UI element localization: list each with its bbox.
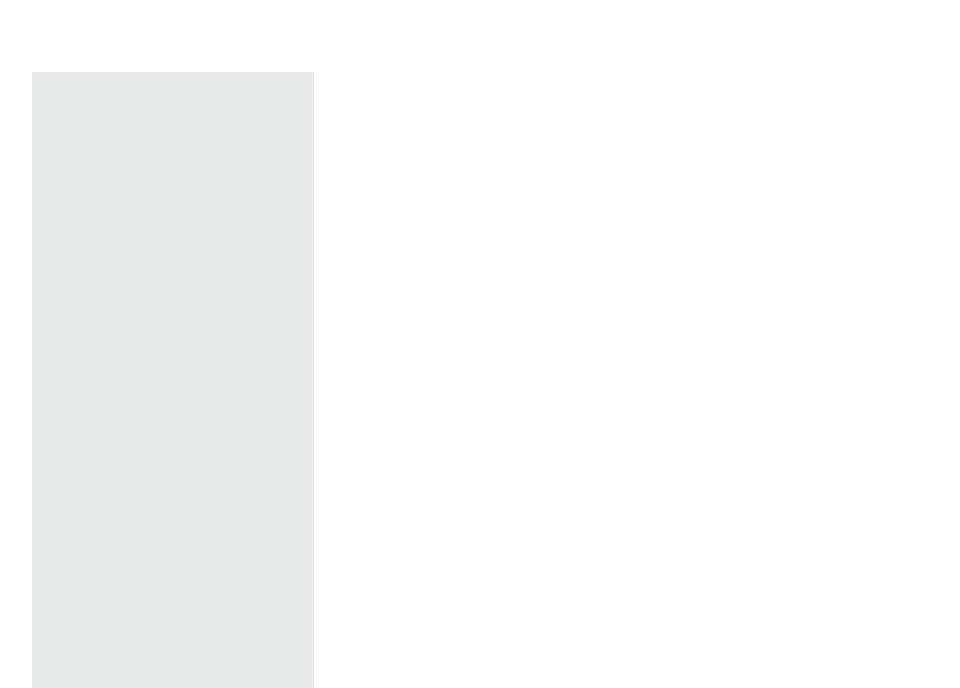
table-of-contents xyxy=(40,80,312,96)
toc-sidebar xyxy=(32,72,314,688)
